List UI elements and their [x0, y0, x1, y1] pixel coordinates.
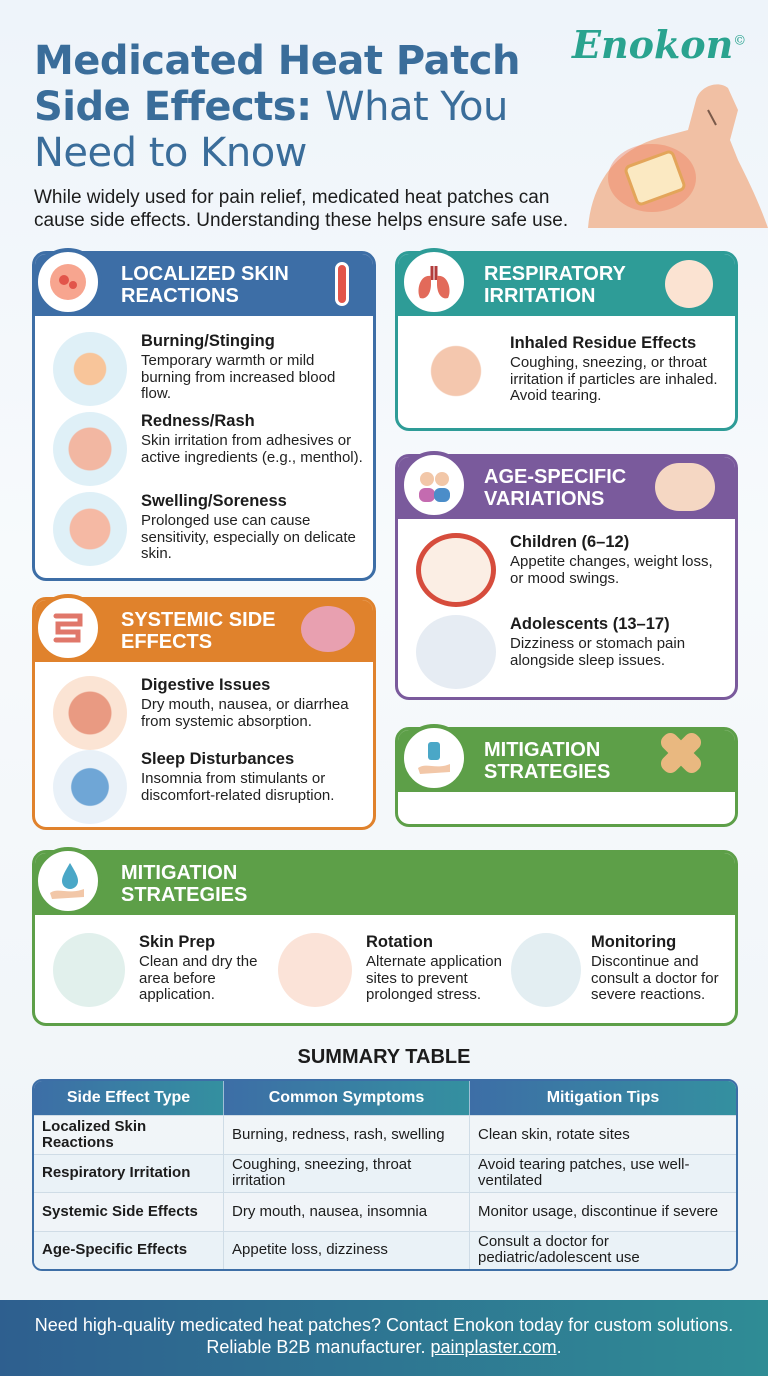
coughing-person-icon: [665, 260, 713, 308]
table-cell: Respiratory Irritation: [34, 1154, 224, 1193]
table-cell: Consult a doctor for pediatric/adolescent use: [470, 1231, 736, 1270]
column-header: Common Symptoms: [224, 1081, 470, 1115]
parent-child-icon: [400, 451, 468, 519]
item-title: Inhaled Residue Effects: [510, 334, 697, 352]
brain-icon: [301, 606, 355, 652]
burning-icon: [53, 332, 127, 406]
item-title: Children (6–12): [510, 533, 630, 551]
list-item: [511, 933, 735, 1007]
table-row: [34, 1115, 736, 1154]
table-cell: Burning, redness, rash, swelling: [224, 1115, 470, 1154]
item-title: Digestive Issues: [141, 676, 271, 694]
list-item: [278, 933, 510, 1007]
item-text: Temporary warmth or mild burning from increased blood flow.: [141, 352, 336, 402]
item-text: Skin irritation from adhesives or active ingredients (e.g., menthol).: [141, 432, 363, 466]
card-title: SYSTEMIC SIDE EFFECTS: [121, 609, 276, 653]
item-title: Rotation: [366, 933, 433, 951]
item-text: Appetite changes, weight loss, or mood swings.: [510, 553, 713, 587]
title-line-1: Medicated Heat Patch: [34, 38, 520, 84]
list-item: [416, 334, 725, 408]
table-row: [34, 1192, 736, 1231]
table-cell: Avoid tearing patches, use well-ventilated: [470, 1154, 736, 1193]
water-drop-hand-icon: [34, 847, 102, 915]
card-title: RESPIRATORY IRRITATION: [484, 263, 626, 307]
dizzy-adolescent-icon: [416, 615, 496, 689]
item-title: Sleep Disturbances: [141, 750, 295, 768]
swelling-icon: [53, 492, 127, 566]
list-item: [416, 615, 725, 689]
page-title: [34, 38, 554, 176]
footer-banner: Need high-quality medicated heat patches? Contact Enokon today for custom solutions. Reliable B2B manufacturer. painplaster.com.: [0, 1300, 768, 1376]
table-cell: Dry mouth, nausea, insomnia: [224, 1192, 470, 1231]
item-title: Burning/Stinging: [141, 332, 275, 350]
table-cell: Monitor usage, discontinue if severe: [470, 1192, 736, 1231]
website-link[interactable]: painplaster.com: [430, 1337, 557, 1357]
card-header: [35, 853, 735, 915]
sleeping-person-icon: [53, 750, 127, 824]
item-title: Monitoring: [591, 933, 677, 951]
list-item: [53, 492, 363, 566]
doctor-monitoring-icon: [511, 933, 581, 1007]
table-cell: Age-Specific Effects: [34, 1231, 224, 1270]
list-item: [416, 533, 725, 607]
item-title: Redness/Rash: [141, 412, 255, 430]
skin-rash-icon: [34, 248, 102, 316]
summary-title: SUMMARY TABLE: [297, 1046, 471, 1068]
item-text: Dizziness or stomach pain alongside sleep issues.: [510, 635, 686, 669]
rotation-icon: [278, 933, 352, 1007]
card-title: LOCALIZED SKIN REACTIONS: [121, 263, 289, 307]
list-item: [53, 676, 363, 750]
item-title: Adolescents (13–17): [510, 615, 670, 633]
no-eating-child-icon: [416, 533, 496, 607]
table-cell: Appetite loss, dizziness: [224, 1231, 470, 1270]
item-text: Clean and dry the area before application.: [139, 953, 258, 1003]
column-header: Side Effect Type: [34, 1081, 224, 1115]
table-cell: Systemic Side Effects: [34, 1192, 224, 1231]
family-icon: [655, 463, 715, 511]
list-item: [53, 933, 273, 1007]
shoulder-patch-illustration: [588, 80, 768, 228]
table-row: [34, 1154, 736, 1193]
list-item: [53, 412, 363, 486]
list-item: [53, 750, 363, 824]
thermometer-icon: [335, 262, 349, 306]
skin-prep-icon: [53, 933, 125, 1007]
item-text: Insomnia from stimulants or discomfort-related disruption.: [141, 770, 335, 804]
card-title: AGE-SPECIFIC VARIATIONS: [484, 466, 627, 510]
intro-text: While widely used for pain relief, medicated heat patches can cause side effects. Understanding these helps ensure safe use.: [34, 187, 569, 231]
item-text: Dry mouth, nausea, or diarrhea from systemic absorption.: [141, 696, 349, 730]
table-cell: Clean skin, rotate sites: [470, 1115, 736, 1154]
item-text: Coughing, sneezing, or throat irritation if particles are inhaled. Avoid tearing.: [510, 354, 718, 404]
list-item: [53, 332, 363, 406]
airway-icon: [416, 334, 496, 408]
footer-text: Need high-quality medicated heat patches? Contact Enokon today for custom solutions. Reliable B2B manufacturer.: [34, 1315, 734, 1357]
table-cell: Localized Skin Reactions: [34, 1115, 224, 1154]
item-text: Prolonged use can cause sensitivity, especially on delicate skin.: [141, 512, 356, 562]
item-title: Skin Prep: [139, 933, 216, 951]
column-header: Mitigation Tips: [470, 1081, 736, 1115]
mitigation-strategies-card: [32, 850, 738, 1026]
item-text: Alternate application sites to prevent prolonged stress.: [366, 953, 502, 1003]
item-title: Swelling/Soreness: [141, 492, 287, 510]
brand-logo: Enokon©: [572, 22, 747, 67]
table-cell: Coughing, sneezing, throat irritation: [224, 1154, 470, 1193]
stomach-icon: [53, 676, 127, 750]
table-header-row: [34, 1081, 736, 1115]
title-line-2: Side Effects: What You: [34, 84, 508, 130]
summary-table: [32, 1079, 738, 1271]
lotion-hand-icon: [400, 724, 468, 792]
intestines-icon: [34, 594, 102, 662]
lungs-icon: [400, 248, 468, 316]
table-row: [34, 1231, 736, 1270]
item-text: Discontinue and consult a doctor for severe reactions.: [591, 953, 719, 1003]
card-title: MITIGATION STRATEGIES: [121, 862, 248, 906]
rash-icon: [53, 412, 127, 486]
card-title: MITIGATION STRATEGIES: [484, 739, 611, 783]
title-line-3: Need to Know: [34, 130, 307, 176]
